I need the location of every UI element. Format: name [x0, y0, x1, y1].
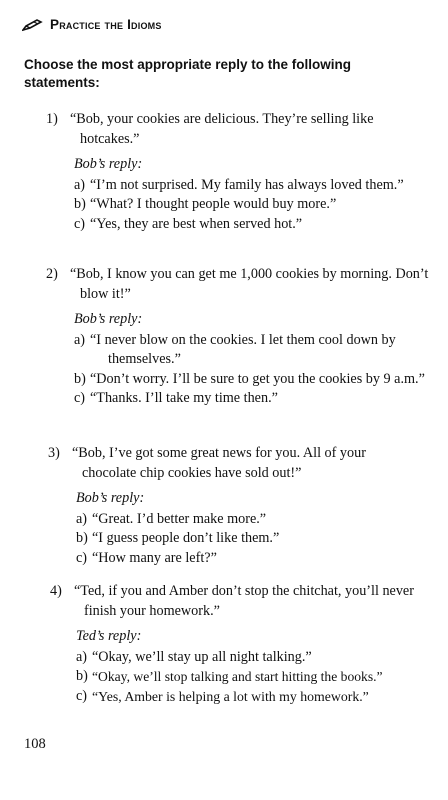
option-letter: c) — [74, 215, 86, 232]
option-letter: a) — [76, 648, 88, 665]
question-number: 3) — [48, 445, 60, 461]
reply-label: Bob’s reply: — [74, 156, 143, 172]
question-item-1 — [46, 110, 421, 234]
reply-label: Bob’s reply: — [74, 311, 143, 327]
option-letter: c) — [76, 549, 88, 566]
question-number: 1) — [46, 111, 58, 127]
page-number: 108 — [24, 736, 46, 752]
option-text: “Great. I’d better make more.” — [92, 510, 267, 527]
reply-label: Bob’s reply: — [76, 490, 145, 506]
option-letter: b) — [76, 668, 88, 684]
question-item-2 — [46, 265, 430, 409]
question-statement: “Bob, I’ve got some great news for you. All of your chocolate chip cookies have sold out!” — [72, 445, 366, 481]
option-letter: b) — [76, 530, 88, 546]
option-text: “I never blow on the cookies. I let them cool down by themselves.” — [90, 331, 396, 367]
reply-option-b — [76, 667, 430, 687]
question-statement: “Bob, your cookies are delicious. They’re selling like hotcakes.” — [70, 111, 374, 147]
option-letter: c) — [76, 687, 88, 704]
pencil-icon — [22, 18, 44, 32]
reply-option-b — [74, 370, 430, 390]
reply-label: Ted’s reply: — [76, 628, 142, 644]
question-statement: “Bob, I know you can get me 1,000 cookies by morning. Don’t blow it!” — [70, 266, 429, 302]
option-text: “Okay, we’ll stop talking and start hitting the books.” — [92, 669, 383, 684]
reply-option-c — [76, 549, 418, 569]
option-text: “What? I thought people would buy more.” — [90, 196, 337, 212]
option-letter: b) — [74, 370, 86, 387]
reply-option-a — [76, 510, 418, 530]
question-number: 4) — [50, 583, 62, 599]
option-text: “Yes, they are best when served hot.” — [90, 215, 303, 232]
reply-option-a — [74, 176, 421, 196]
option-text: “I guess people don’t like them.” — [92, 530, 280, 546]
section-title: Practice the Idioms — [50, 17, 162, 32]
reply-option-c — [76, 687, 430, 707]
reply-option-b — [74, 195, 421, 215]
question-item-4 — [50, 582, 430, 706]
option-text: “Okay, we’ll stay up all night talking.” — [92, 648, 312, 665]
option-text: “Don’t worry. I’ll be sure to get you the cookies by 9 a.m.” — [90, 370, 425, 387]
question-statement: “Ted, if you and Amber don’t stop the chitchat, you’ll never finish your homework.” — [74, 583, 414, 619]
reply-option-c — [74, 389, 430, 409]
reply-option-a — [74, 331, 430, 370]
option-letter: a) — [74, 176, 86, 193]
option-text: “I’m not surprised. My family has always loved them.” — [90, 176, 404, 193]
option-letter: b) — [74, 196, 86, 212]
option-letter: c) — [74, 390, 86, 406]
question-number: 2) — [46, 266, 58, 282]
question-item-3 — [48, 444, 418, 568]
option-letter: a) — [74, 331, 86, 348]
option-text: “How many are left?” — [92, 549, 217, 566]
reply-option-b — [76, 529, 418, 549]
option-letter: a) — [76, 510, 88, 527]
section-header — [22, 17, 162, 32]
instructions: Choose the most appropriate reply to the following statements: — [24, 57, 352, 90]
reply-option-a — [76, 648, 430, 668]
option-text: “Thanks. I’ll take my time then.” — [90, 390, 278, 406]
reply-option-c — [74, 215, 421, 235]
option-text: “Yes, Amber is helping a lot with my homework.” — [92, 688, 369, 704]
